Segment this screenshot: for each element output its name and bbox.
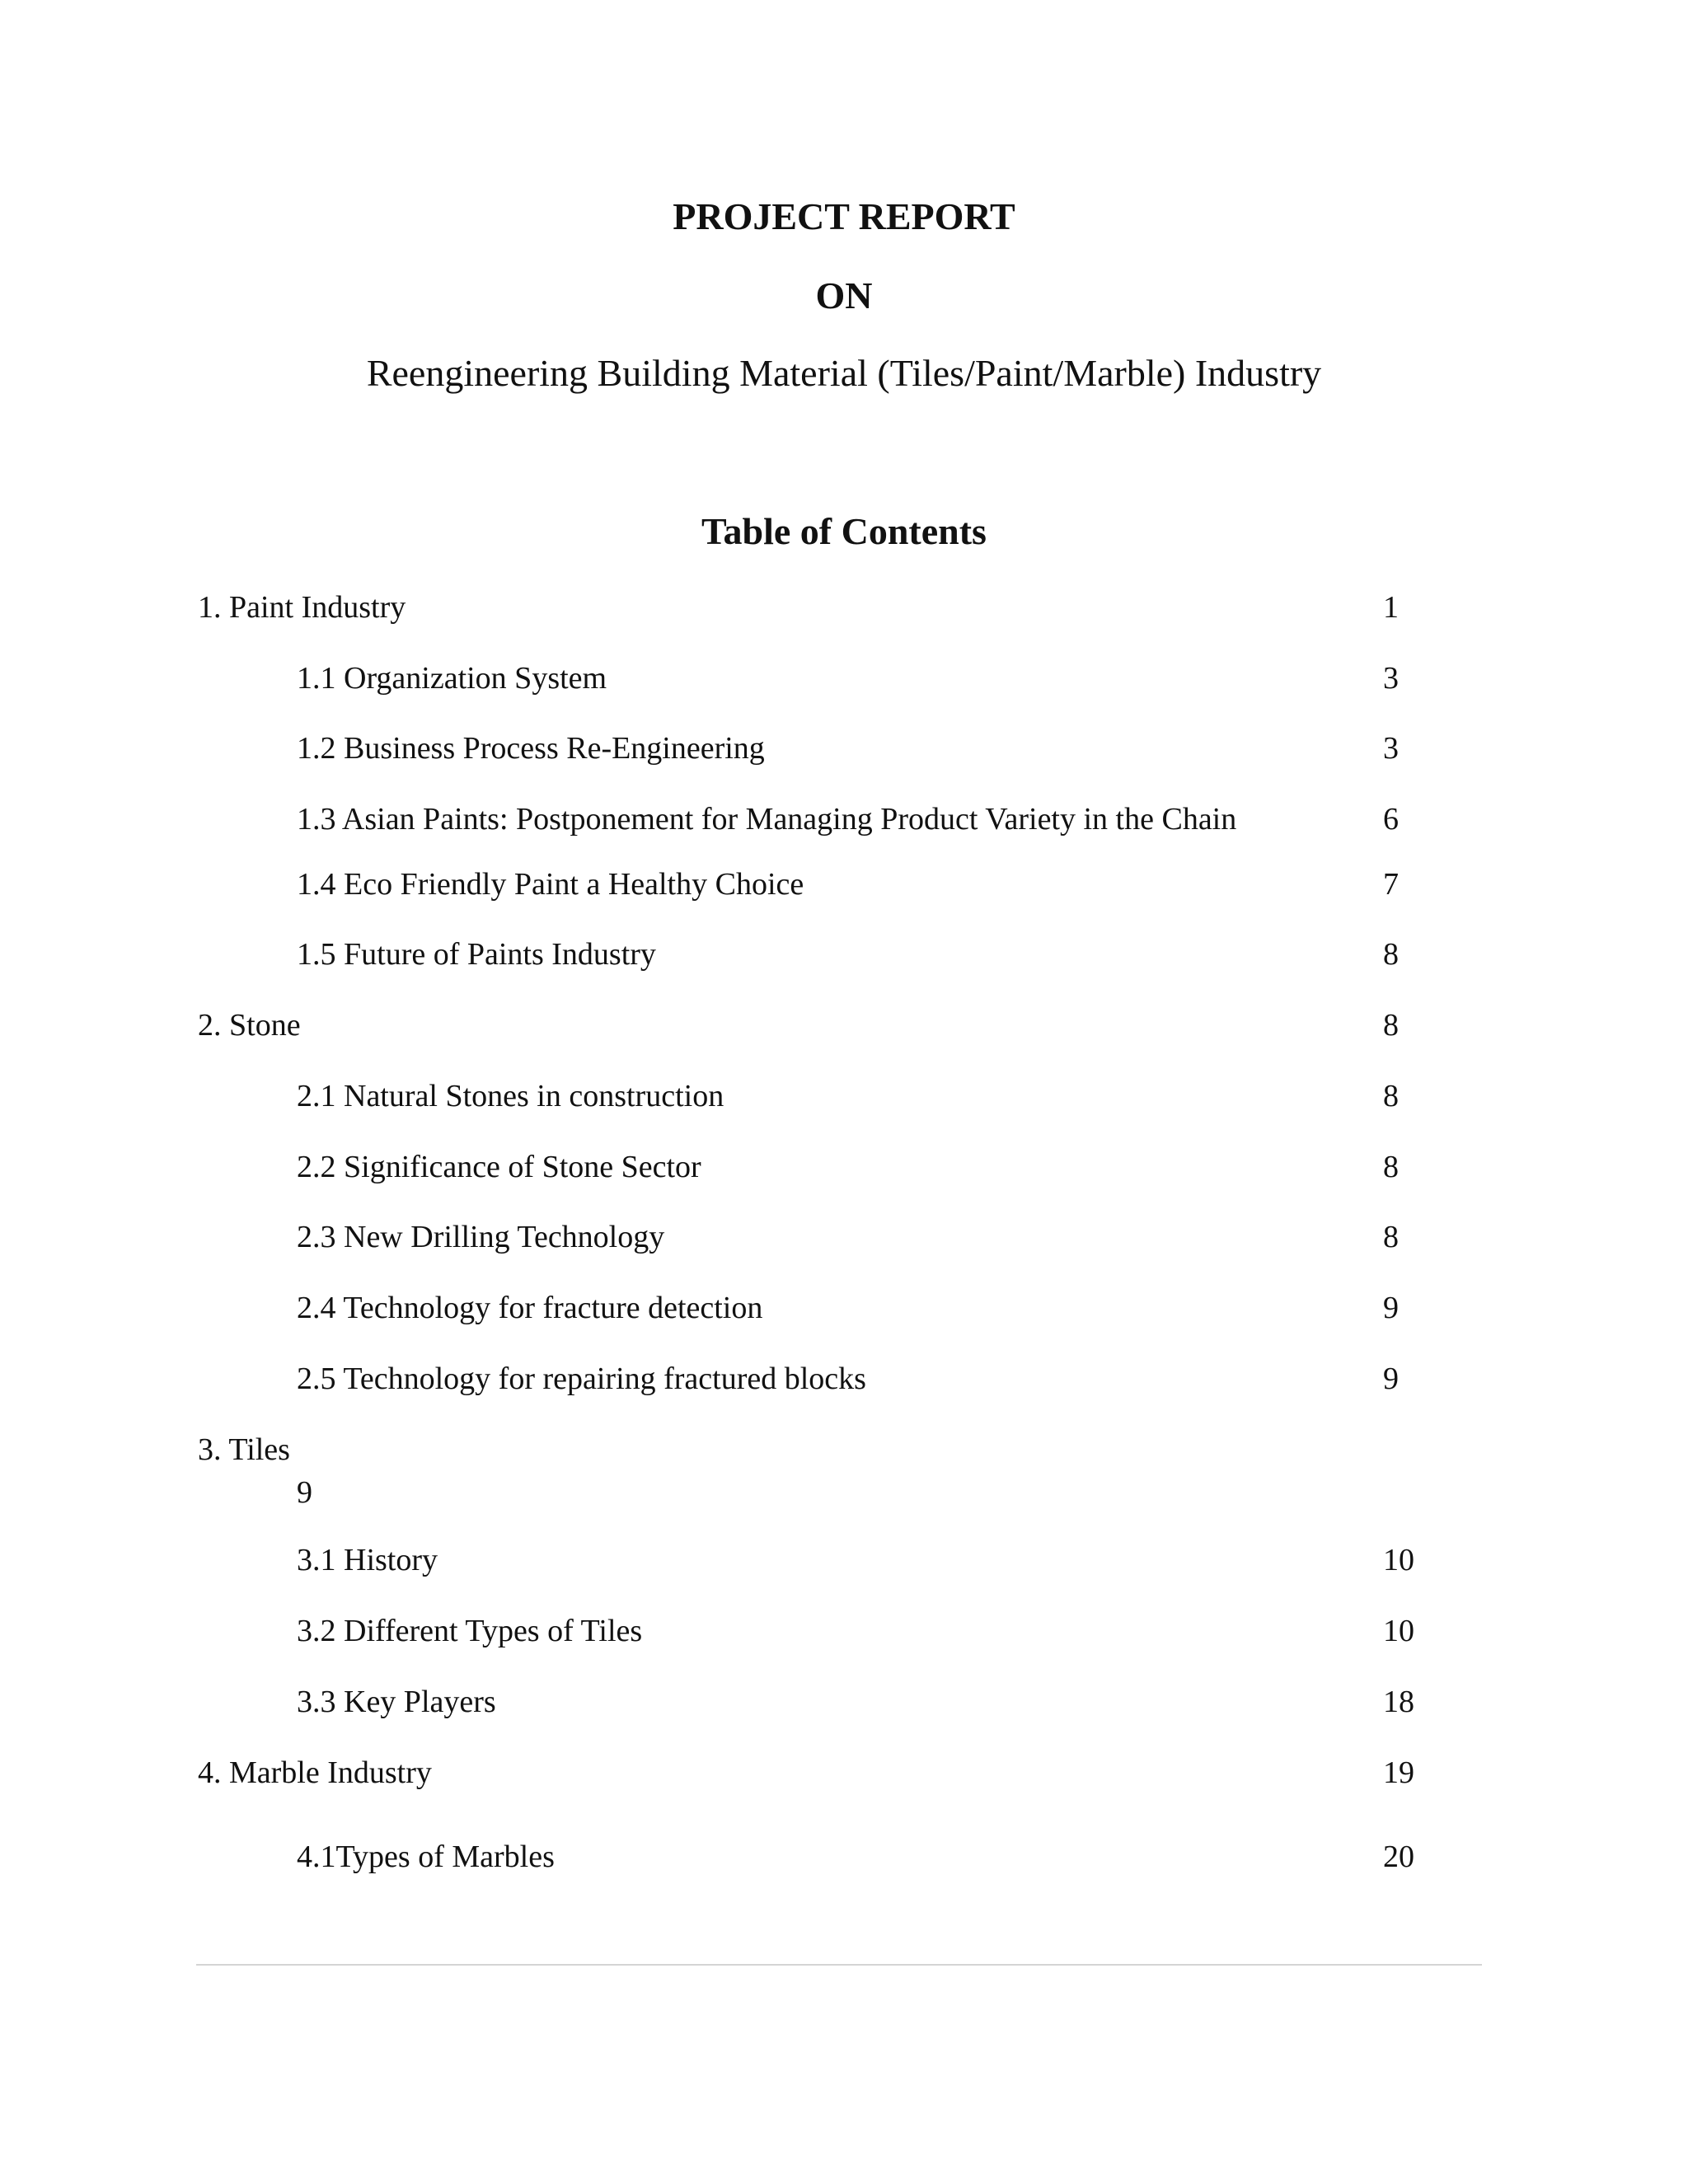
toc-entry [0, 1610, 1688, 1652]
toc-entry-page: 8 [1383, 1008, 1399, 1043]
toc-entry [0, 1076, 1688, 1117]
toc-entry [0, 799, 1688, 840]
toc-entry-page: 9 [1383, 1361, 1399, 1396]
toc-entry [0, 1429, 1688, 1510]
toc-entry [0, 1287, 1688, 1329]
toc-entry-label: 3. Tiles [198, 1432, 290, 1467]
toc-entry-page: 7 [1383, 867, 1399, 902]
toc-entry-label: 2.3 New Drilling Technology [297, 1220, 665, 1254]
toc-entry [0, 728, 1688, 769]
toc-entry-label: 3.2 Different Types of Tiles [297, 1614, 643, 1648]
toc-entry-page: 19 [1383, 1755, 1414, 1790]
toc-entry-label: 2.5 Technology for repairing fractured blocks [297, 1361, 866, 1396]
toc-heading: Table of Contents [701, 510, 987, 552]
toc-entry-page: 9 [297, 1475, 312, 1510]
toc-entry-page: 3 [1383, 731, 1399, 766]
report-subject: Reengineering Building Material (Tiles/Paint/Marble) Industry [366, 352, 1322, 394]
toc-entry-label: 1.4 Eco Friendly Paint a Healthy Choice [297, 867, 804, 902]
toc-entry-page: 6 [1383, 802, 1399, 837]
toc-entry [0, 1146, 1688, 1188]
toc-entry [0, 1752, 1688, 1793]
toc-entry-label: 1.2 Business Process Re-Engineering [297, 731, 765, 766]
toc-entry [0, 587, 1688, 628]
toc-entry-label: 2.2 Significance of Stone Sector [297, 1150, 701, 1184]
toc-entry-label: 2.1 Natural Stones in construction [297, 1079, 724, 1113]
toc-entry-page: 8 [1383, 1220, 1399, 1254]
toc-entry [0, 1216, 1688, 1258]
toc-entry-label: 1.1 Organization System [297, 661, 607, 696]
toc-entry-label: 3.1 History [297, 1543, 438, 1577]
toc-entry-label: 2. Stone [198, 1008, 301, 1043]
toc-entry-label: 1.3 Asian Paints: Postponement for Managing Product Variety in the Chain [297, 802, 1237, 837]
toc-entry [0, 1358, 1688, 1399]
toc-entry-label: 4.1Types of Marbles [297, 1840, 555, 1874]
toc-entry-page: 8 [1383, 1150, 1399, 1184]
toc-entry-page: 18 [1383, 1685, 1414, 1719]
page-divider [196, 1964, 1482, 1966]
toc-entry-label: 1. Paint Industry [198, 590, 406, 625]
toc-entry [0, 1540, 1688, 1581]
toc-entry-page: 20 [1383, 1840, 1414, 1874]
toc-entry-label: 4. Marble Industry [198, 1755, 432, 1790]
report-on-line: ON [815, 274, 873, 316]
toc-entry-page: 8 [1383, 1079, 1399, 1113]
toc-entry-page: 3 [1383, 661, 1399, 696]
toc-entry-label: 3.3 Key Players [297, 1685, 496, 1719]
toc-entry-page: 8 [1383, 937, 1399, 972]
toc-entry-label: 1.5 Future of Paints Industry [297, 937, 656, 972]
toc-entry [0, 1005, 1688, 1046]
toc-entry-page: 10 [1383, 1543, 1414, 1577]
toc-entry [0, 1836, 1688, 1877]
toc-entry [0, 1681, 1688, 1722]
toc-entry-page: 9 [1383, 1291, 1399, 1325]
toc-entry-label: 2.4 Technology for fracture detection [297, 1291, 763, 1325]
toc-entry-page: 10 [1383, 1614, 1414, 1648]
report-title: PROJECT REPORT [673, 195, 1015, 237]
toc-entry-page: 1 [1383, 590, 1399, 625]
toc-entry [0, 934, 1688, 975]
toc-entry [0, 864, 1688, 905]
toc-entry [0, 658, 1688, 699]
